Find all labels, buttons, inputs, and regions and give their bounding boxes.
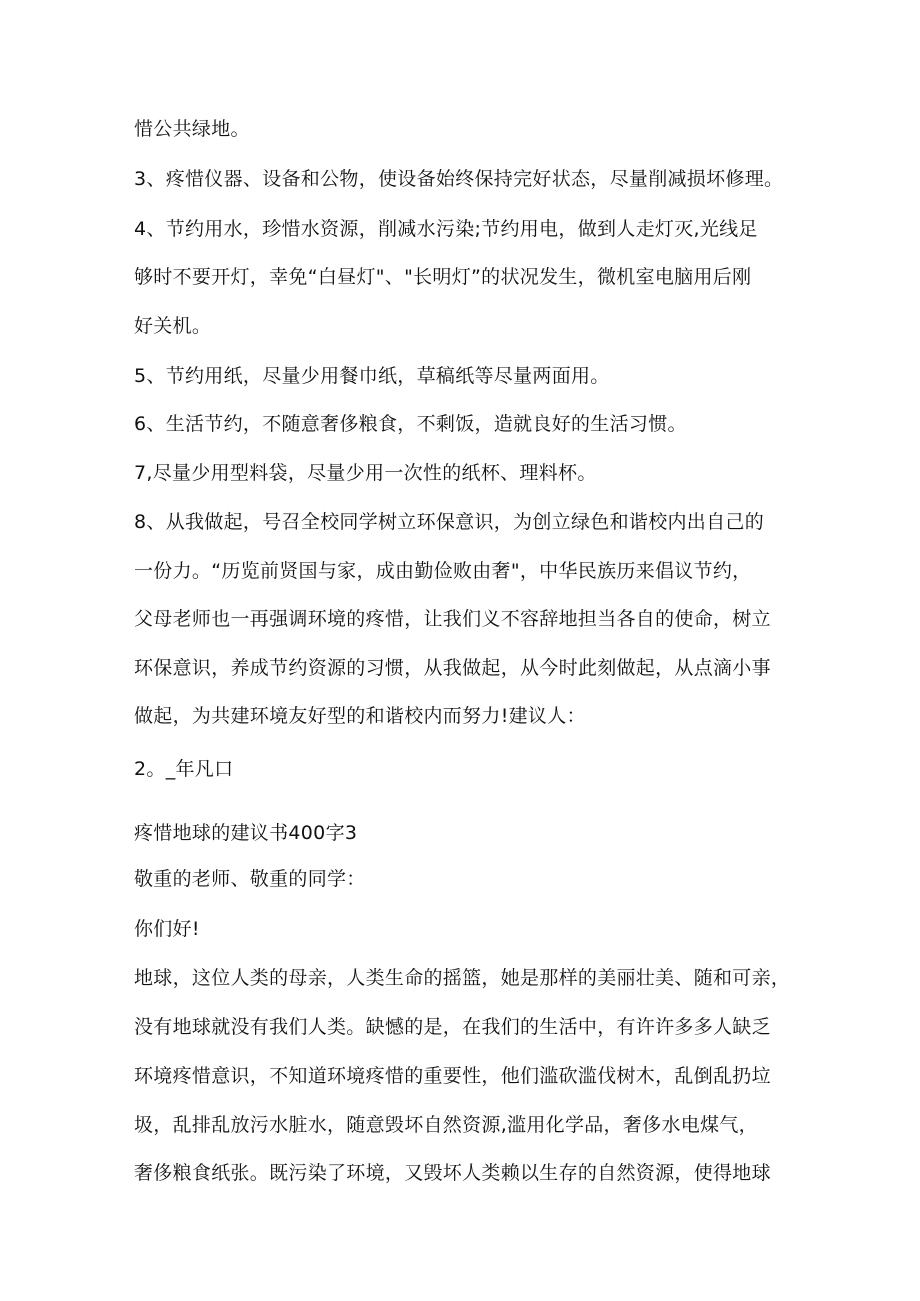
text-line: 6、生活节约，不随意奢侈粮食，不剩饭，造就良好的生活习惯。 — [134, 413, 687, 435]
text-line: 5、节约用纸，尽量少用餐巾纸，草稿纸等尽量两面用。 — [134, 365, 610, 387]
text-line: 一份力。“历览前贤国与家，成由勤俭败由奢"，中华民族历来倡议节约， — [134, 560, 752, 582]
text-line: 环保意识，养成节约资源的习惯，从我做起，从今时此刻做起，从点滴小事 — [134, 657, 771, 679]
text-line: 惜公共绿地。 — [134, 118, 250, 140]
section-heading: 疼惜地球的建议书400字3 — [134, 822, 358, 844]
text-line: 奢侈粮食纸张。既污染了环境，又毁坏人类赖以生存的自然资源，使得地球 — [134, 1162, 771, 1184]
text-line: 4、节约用水，珍惜水资源，削减水污染;节约用电，做到人走灯灭,光线足 — [134, 218, 758, 240]
text-line: 3、疼惜仪器、设备和公物，使设备始终保持完好状态，尽量削减损坏修理。 — [134, 168, 784, 190]
text-line: 环境疼惜意识，不知道环境疼惜的重要性，他们滥砍滥伐树木，乱倒乱扔垃 — [134, 1065, 771, 1087]
text-line: 2。_年凡口 — [134, 758, 234, 780]
text-line: 8、从我做起，号召全校同学树立环保意识，为创立绿色和谐校内出自己的 — [134, 511, 764, 533]
text-line: 7,尽量少用型料袋，尽量少用一次性的纸杯、理料杯。 — [134, 462, 597, 484]
text-line: 圾，乱排乱放污水脏水，随意毁坏自然资源,滥用化学品，奢侈水电煤气， — [134, 1114, 758, 1136]
text-line: 做起，为共建环境友好型的和谐校内而努力!建议人： — [134, 705, 586, 727]
text-line: 父母老师也一再强调环境的疼惜，让我们义不容辞地担当各自的使命，树立 — [134, 608, 771, 630]
text-line: 够时不要开灯，幸免“白昼灯"、"长明灯”的状况发生，微机室电脑用后刚 — [134, 266, 752, 288]
text-line: 好关机。 — [134, 315, 212, 337]
salutation: 敬重的老师、敬重的同学： — [134, 868, 366, 890]
greeting: 你们好! — [134, 918, 200, 940]
text-line: 没有地球就没有我们人类。缺憾的是，在我们的生活中，有许许多多人缺乏 — [134, 1016, 771, 1038]
text-line: 地球，这位人类的母亲，人类生命的摇篮，她是那样的美丽壮美、随和可亲， — [134, 967, 791, 989]
